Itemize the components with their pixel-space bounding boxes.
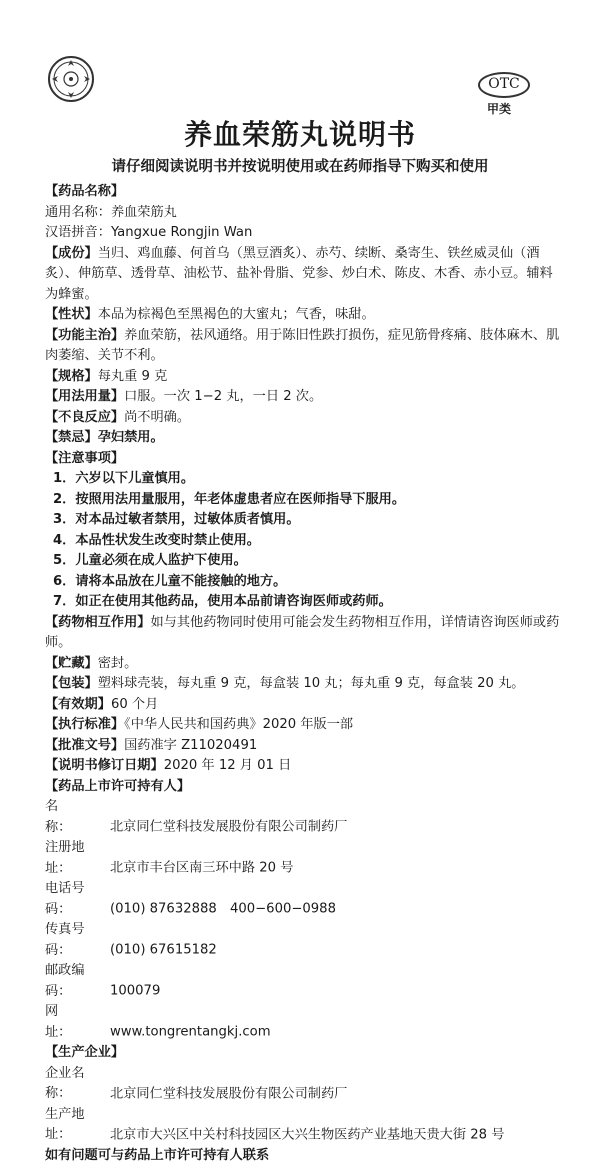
- otc-class-label: 甲类: [487, 100, 511, 117]
- spec-row: [45, 367, 565, 388]
- manufacturer-address-value: 北京市大兴区中关村科技园区大兴生物医药产业基地天贵大街 28 号: [110, 1127, 504, 1142]
- precaution-item: 1．六岁以下儿童慎用。: [45, 469, 565, 490]
- usage-row: [45, 387, 565, 408]
- mah-phone-label: 电话号码：: [45, 879, 110, 920]
- manufacturer-name-value: 北京同仁堂科技发展股份有限公司制药厂: [110, 1086, 347, 1101]
- mah-postcode-value: 100079: [110, 984, 160, 999]
- section-header-contraindications: 【禁忌】: [45, 430, 98, 445]
- revision-row: [45, 756, 565, 777]
- manufacturer-address-row: [45, 1105, 565, 1146]
- validity-row: [45, 695, 565, 716]
- precaution-item: 4．本品性状发生改变时禁止使用。: [45, 531, 565, 552]
- section-header-precautions: 【注意事项】: [45, 449, 565, 470]
- mah-fax-row: [45, 920, 565, 961]
- footer-contact-note: 如有问题可与药品上市许可持有人联系: [45, 1146, 565, 1166]
- composition-row: [45, 244, 565, 306]
- section-header-validity: 【有效期】: [45, 697, 111, 712]
- storage-text: 密封。: [98, 656, 138, 671]
- contraindications-text: 孕妇禁用。: [98, 430, 164, 445]
- package-row: [45, 674, 565, 695]
- adverse-text: 尚不明确。: [124, 410, 190, 425]
- mah-address-label: 注册地址：: [45, 838, 110, 879]
- package-text: 塑料球壳装，每丸重 9 克，每盒装 10 丸；每丸重 9 克，每盒装 20 丸。: [98, 676, 525, 691]
- spec-text: 每丸重 9 克: [98, 369, 168, 384]
- precaution-item: 7．如正在使用其他药品，使用本品前请咨询医师或药师。: [45, 592, 565, 613]
- section-header-package: 【包装】: [45, 676, 98, 691]
- section-header-revision: 【说明书修订日期】: [45, 758, 164, 773]
- interactions-text: 如与其他药物同时使用可能会发生药物相互作用，详情请咨询医师或药师。: [45, 615, 559, 651]
- section-header-manufacturer: 【生产企业】: [45, 1043, 565, 1064]
- manufacturer-name-row: [45, 1064, 565, 1105]
- section-header-indications: 【功能主治】: [45, 328, 124, 343]
- character-row: [45, 305, 565, 326]
- pinyin-label: 汉语拼音：: [45, 225, 111, 240]
- document-title: 养血荣筋丸说明书: [0, 113, 600, 153]
- precaution-item: 3．对本品过敏者禁用，过敏体质者慎用。: [45, 510, 565, 531]
- section-header-spec: 【规格】: [45, 369, 98, 384]
- storage-row: [45, 654, 565, 675]
- precaution-item: 6．请将本品放在儿童不能接触的地方。: [45, 572, 565, 593]
- mah-name-label: 名 称：: [45, 797, 110, 838]
- generic-name-row: [45, 203, 565, 224]
- section-header-composition: 【成份】: [45, 246, 98, 261]
- mah-website-value: www.tongrentangkj.com: [110, 1025, 271, 1040]
- manufacturer-name-label: 企业名称：: [45, 1064, 110, 1105]
- section-header-drug-name: 【药品名称】: [45, 182, 565, 203]
- precaution-item: 5．儿童必须在成人监护下使用。: [45, 551, 565, 572]
- section-header-mah: 【药品上市许可持有人】: [45, 777, 565, 798]
- section-header-character: 【性状】: [45, 307, 98, 322]
- usage-text: 口服。一次 1−2 丸，一日 2 次。: [124, 389, 322, 404]
- otc-badge: OTC: [478, 72, 530, 98]
- mah-address-row: [45, 838, 565, 879]
- standard-text: 《中华人民共和国药典》2020 年版一部: [124, 717, 353, 732]
- generic-name-value: 养血荣筋丸: [111, 205, 177, 220]
- composition-text: 当归、鸡血藤、何首乌（黑豆酒炙）、赤芍、续断、桑寄生、铁丝威灵仙（酒炙）、伸筋草、透骨草、油松节、盐补骨脂、党参、炒白术、陈皮、木香、赤小豆。辅料为蜂蜜。: [45, 246, 553, 302]
- section-header-adverse: 【不良反应】: [45, 410, 124, 425]
- mah-phone-row: [45, 879, 565, 920]
- generic-name-label: 通用名称：: [45, 205, 111, 220]
- contraindications-row: [45, 428, 565, 449]
- mah-postcode-label: 邮政编码：: [45, 961, 110, 1002]
- section-header-approval: 【批准文号】: [45, 738, 124, 753]
- approval-row: [45, 736, 565, 757]
- section-header-storage: 【贮藏】: [45, 656, 98, 671]
- approval-text: 国药准字 Z11020491: [124, 738, 257, 753]
- interactions-row: [45, 613, 565, 654]
- section-header-interactions: 【药物相互作用】: [45, 615, 151, 630]
- mah-name-row: [45, 797, 565, 838]
- mah-address-value: 北京市丰台区南三环中路 20 号: [110, 861, 293, 876]
- mah-fax-value: (010) 67615182: [110, 943, 217, 958]
- validity-text: 60 个月: [111, 697, 158, 712]
- manufacturer-address-label: 生产地址：: [45, 1105, 110, 1146]
- pinyin-row: [45, 223, 565, 244]
- precaution-item: 2．按照用法用量服用，年老体虚患者应在医师指导下服用。: [45, 490, 565, 511]
- pinyin-value: Yangxue Rongjin Wan: [111, 225, 252, 240]
- section-header-standard: 【执行标准】: [45, 717, 124, 732]
- tongrentang-seal-icon: [46, 54, 96, 104]
- standard-row: [45, 715, 565, 736]
- adverse-row: [45, 408, 565, 429]
- indications-text: 养血荣筋，祛风通络。用于陈旧性跌打损伤，症见筋骨疼痛、肢体麻木、肌肉萎缩、关节不利。: [45, 328, 559, 364]
- character-text: 本品为棕褐色至黑褐色的大蜜丸；气香，味甜。: [98, 307, 375, 322]
- mah-phone-value: (010) 87632888 400−600−0988: [110, 902, 336, 917]
- tongrentang-logo: [46, 54, 96, 104]
- mah-name-value: 北京同仁堂科技发展股份有限公司制药厂: [110, 820, 347, 835]
- mah-website-label: 网 址：: [45, 1002, 110, 1043]
- indications-row: [45, 326, 565, 367]
- revision-text: 2020 年 12 月 01 日: [164, 758, 292, 773]
- mah-website-row: [45, 1002, 565, 1043]
- mah-fax-label: 传真号码：: [45, 920, 110, 961]
- document-subtitle: 请仔细阅读说明书并按说明使用或在药师指导下购买和使用: [0, 155, 600, 176]
- leaflet-body: [45, 182, 565, 1166]
- section-header-usage: 【用法用量】: [45, 389, 124, 404]
- mah-postcode-row: [45, 961, 565, 1002]
